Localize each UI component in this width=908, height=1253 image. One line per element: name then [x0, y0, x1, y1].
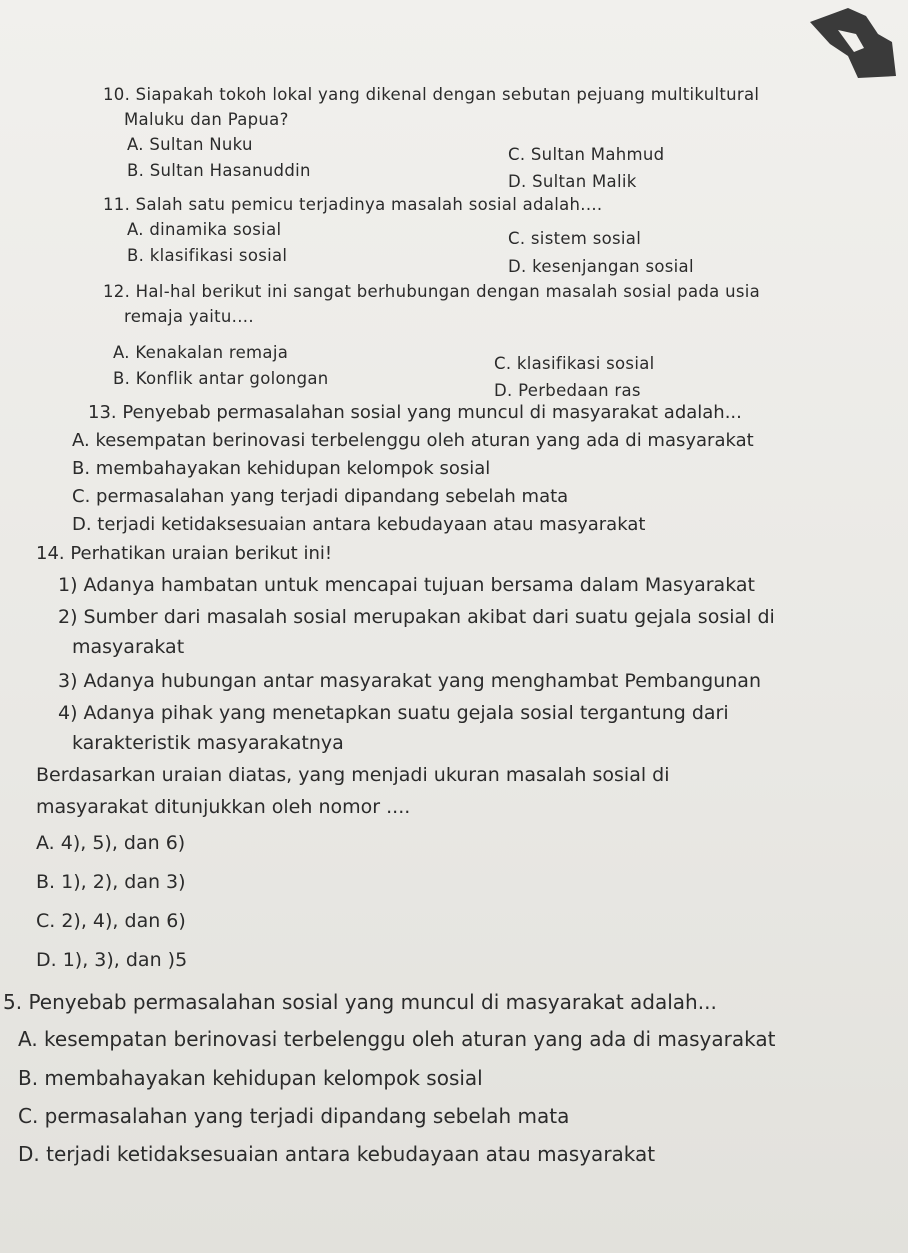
q14-option-a: A. 4), 5), dan 6) — [36, 832, 186, 854]
q15-option-c: C. permasalahan yang terjadi dipandang sebelah mata — [18, 1104, 570, 1128]
q14-item-1: 1) Adanya hambatan untuk mencapai tujuan bersama dalam Masyarakat — [58, 574, 755, 596]
q10-question-line1: 10. Siapakah tokoh lokal yang dikenal dengan sebutan pejuang multikultural — [103, 85, 760, 104]
q14-item-4-line2: karakteristik masyarakatnya — [72, 732, 344, 754]
q10-option-b: B. Sultan Hasanuddin — [127, 161, 311, 180]
q13-option-d: D. terjadi ketidaksesuaian antara kebudayaan atau masyarakat — [72, 514, 646, 535]
q12-option-a: A. Kenakalan remaja — [113, 343, 289, 362]
q12-question-line2: remaja yaitu.... — [124, 307, 254, 326]
q10-option-c: C. Sultan Mahmud — [508, 145, 665, 164]
corner-mark-icon — [808, 4, 898, 79]
q15-option-b: B. membahayakan kehidupan kelompok sosial — [18, 1066, 483, 1090]
q11-option-d: D. kesenjangan sosial — [508, 257, 694, 276]
q13-question: 13. Penyebab permasalahan sosial yang muncul di masyarakat adalah... — [88, 402, 742, 423]
q11-option-a: A. dinamika sosial — [127, 220, 282, 239]
q14-item-3: 3) Adanya hubungan antar masyarakat yang menghambat Pembangunan — [58, 670, 761, 692]
q14-question: 14. Perhatikan uraian berikut ini! — [36, 543, 333, 564]
q12-option-d: D. Perbedaan ras — [494, 381, 641, 400]
q10-question-line2: Maluku dan Papua? — [124, 110, 289, 129]
q15-question: 5. Penyebab permasalahan sosial yang muncul di masyarakat adalah... — [3, 990, 717, 1014]
q13-option-b: B. membahayakan kehidupan kelompok sosial — [72, 458, 491, 479]
q12-option-c: C. klasifikasi sosial — [494, 354, 655, 373]
q14-item-4-line1: 4) Adanya pihak yang menetapkan suatu gejala sosial tergantung dari — [58, 702, 729, 724]
q15-option-d: D. terjadi ketidaksesuaian antara kebudayaan atau masyarakat — [18, 1142, 656, 1166]
q11-option-b: B. klasifikasi sosial — [127, 246, 288, 265]
q14-option-c: C. 2), 4), dan 6) — [36, 910, 186, 932]
q11-option-c: C. sistem sosial — [508, 229, 642, 248]
q14-prompt-line2: masyarakat ditunjukkan oleh nomor .... — [36, 796, 411, 818]
q10-option-a: A. Sultan Nuku — [127, 135, 253, 154]
q14-item-2-line1: 2) Sumber dari masalah sosial merupakan akibat dari suatu gejala sosial di — [58, 606, 775, 628]
q13-option-a: A. kesempatan berinovasi terbelenggu oleh aturan yang ada di masyarakat — [72, 430, 754, 451]
q11-question: 11. Salah satu pemicu terjadinya masalah sosial adalah.... — [103, 195, 603, 214]
q14-option-d: D. 1), 3), dan )5 — [36, 949, 188, 971]
q15-option-a: A. kesempatan berinovasi terbelenggu oleh aturan yang ada di masyarakat — [18, 1027, 776, 1051]
q13-option-c: C. permasalahan yang terjadi dipandang sebelah mata — [72, 486, 569, 507]
q14-prompt-line1: Berdasarkan uraian diatas, yang menjadi ukuran masalah sosial di — [36, 764, 670, 786]
q12-option-b: B. Konflik antar golongan — [113, 369, 329, 388]
q14-option-b: B. 1), 2), dan 3) — [36, 871, 186, 893]
q14-item-2-line2: masyarakat — [72, 636, 185, 658]
q12-question-line1: 12. Hal-hal berikut ini sangat berhubungan dengan masalah sosial pada usia — [103, 282, 761, 301]
q10-option-d: D. Sultan Malik — [508, 172, 637, 191]
